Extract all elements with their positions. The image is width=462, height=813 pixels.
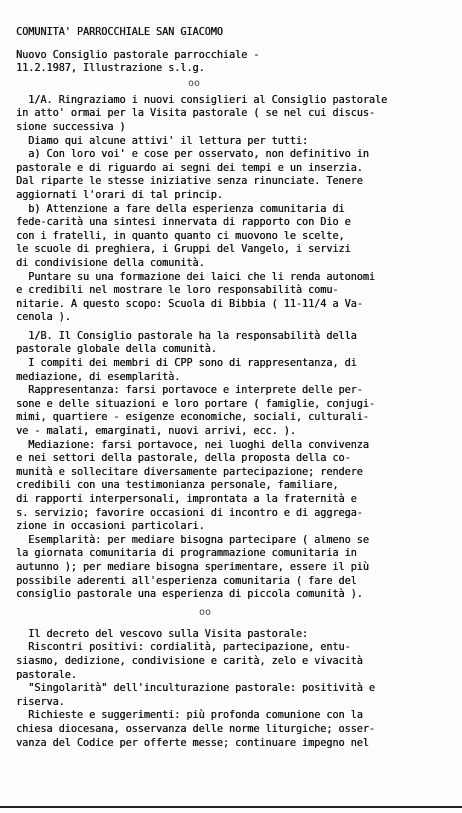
text-line: di condivisione della comunità. [16,257,205,269]
text-line: e nei settori della pastorale, della proposta della co- [16,453,351,465]
text-line: siasmo, dedizione, condivisione e carità, zelo e vivacità [16,655,363,667]
date-line: 11.2.1987, Illustrazione s.l.g. [16,63,205,75]
text-line: consiglio pastorale una esperienza di piccola comunità ). [16,589,363,601]
text-line: s. servizio; favorire occasioni di incontro e di aggrega- [16,507,363,519]
text-line: "Singolarità" dell'inculturazione pastorale: positività e [16,683,375,695]
text-line: a) Con loro voi' e cose per osservato, non definitivo in [16,149,369,161]
text-line: b) Attenzione a fare della esperienza comunitaria di [16,203,345,215]
text-line: e credibili nel mostrare le loro responsabilità comu- [16,285,339,297]
text-line: nitarie. A questo scopo: Scuola di Bibbia ( 11-11/4 a Va- [16,298,363,310]
bottom-edge [0,806,462,808]
text-line: Riscontri positivi: cordialità, partecipazione, entu- [16,642,351,654]
text-line: autunno ); per mediare bisogna sperimentare, essere il più [16,561,369,573]
text-line: Dal riparte le stesse iniziative senza rinunciate. Tenere [16,176,363,188]
section-1a [16,94,448,325]
text-line: mimi, quartiere - esigenze economiche, sociali, culturali- [16,412,369,424]
text-line: 1/A. Ringraziamo i nuovi consiglieri al Consiglio pastorale [16,94,388,106]
text-line: aggiornati l'orari di tal princip. [16,189,223,201]
text-line: zione in occasioni particolari. [16,521,205,533]
text-line: Esemplarità: per mediare bisogna partecipare ( almeno se [16,534,369,546]
parish-title: COMUNITA' PARROCCHIALE SAN GIACOMO [16,27,223,38]
text-line: Puntare su una formazione dei laici che li renda autonomi [16,271,375,283]
text-line: le scuole di preghiera, i Gruppi del Vangelo, i servizi [16,244,351,256]
text-line: sone e delle situazioni e loro portare ( famiglie, conjugi- [16,398,375,410]
text-line: sione successiva ) [16,121,126,133]
text-line: riserva. [16,696,65,708]
text-line: chiesa diocesana, osservanza delle norme liturgiche; osser- [16,723,375,735]
text-line: mediazione, di esemplarità. [16,371,181,383]
text-line: in atto' ormai per la Visita pastorale ( se nel cui discus- [16,108,375,120]
section-1b [16,330,448,602]
spacer [16,40,448,49]
text-line: pastorale. [16,669,77,681]
text-line: Mediazione: farsi portavoce, nei luoghi della convivenza [16,439,369,451]
text-line: vanza del Codice per offerte messe; continuare impegno nel [16,737,369,749]
text-line: Rappresentanza: farsi portavoce e interprete delle per- [16,385,363,397]
text-line: ve - malati, emarginati, nuovi arrivi, ecc. ). [16,426,296,438]
text-line: fede-carità una sintesi innervata di rapporto con Dio e [16,217,351,229]
separator-mark: oo [188,77,201,89]
text-line: I compiti dei membri di CPP sono di rappresentanza, di [16,358,357,370]
separator-mark: oo [199,606,212,618]
subject-line: Nuovo Consiglio pastorale parrocchiale - [16,49,260,61]
text-line: munità e sollecitare diversamente partecipazione; rendere [16,466,363,478]
text-line: pastorale globale della comunità. [16,344,217,356]
text-line: possibile aderenti all'esperienza comunitaria ( fare del [16,575,357,587]
text-line: Richieste e suggerimenti: più profonda comunione con la [16,710,363,722]
text-line: credibili con una testimonianza personale, familiare, [16,480,339,492]
text-line: pastorale e di riguardo ai segni dei tempi e un inserzia. [16,162,363,174]
text-line: di rapporti interpersonali, improntata a la fraternità e [16,494,357,505]
text-line: Diamo qui alcune attivi' il lettura per tutti: [16,135,309,147]
header [16,26,448,76]
text-line: la giornata comunitaria di programmazione comunitaria in [16,548,357,560]
text-line: cenola ). [16,312,71,324]
text-line: Il decreto del vescovo sulla Visita pastorale: [16,628,309,640]
text-line: 1/B. Il Consiglio pastorale ha la responsabilità della [16,330,357,342]
text-line: con i fratelli, in quanto quanto ci muovono le scelte, [16,230,345,242]
section-decree [16,628,448,750]
